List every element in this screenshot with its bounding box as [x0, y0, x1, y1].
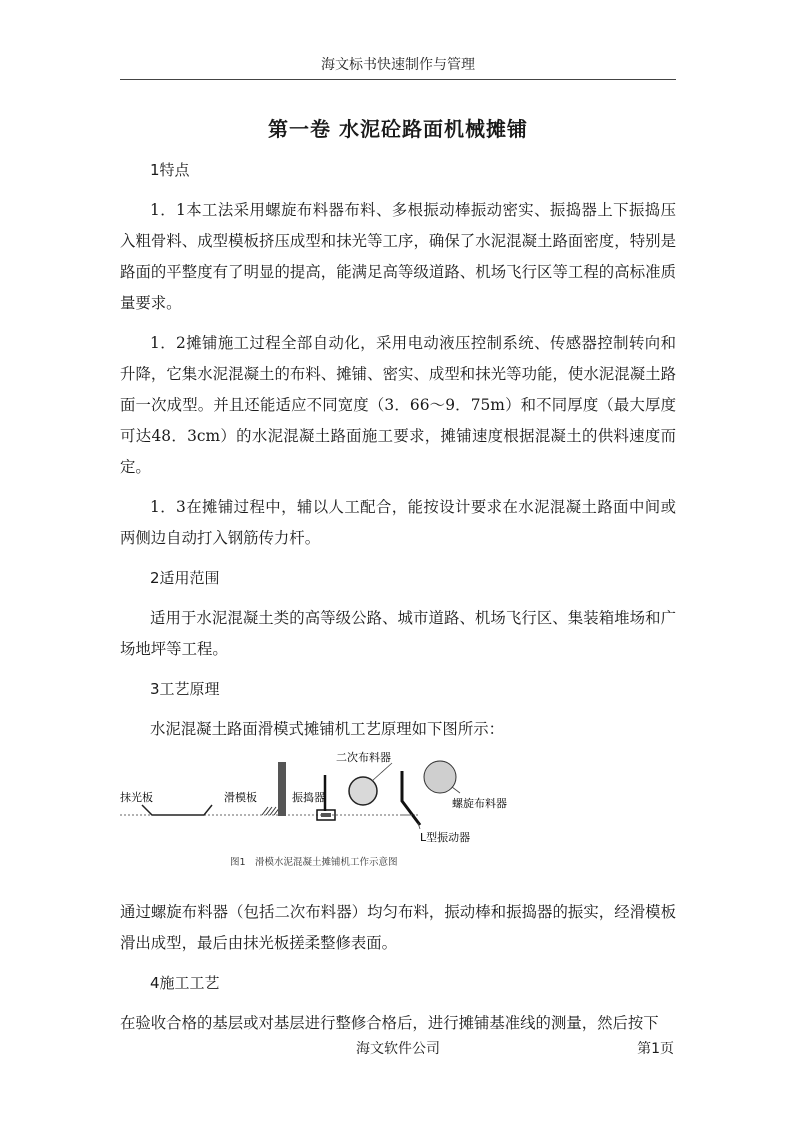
footer-company: 海文软件公司 — [356, 1041, 440, 1057]
slipform-hatch — [262, 807, 280, 815]
section-4-heading: 4施工工艺 — [150, 974, 220, 992]
section-1-paragraph-1: 1．1本工法采用螺旋布料器布料、多根振动棒振动密实、振捣器上下振捣压入粗骨料、成型模板挤压成型和抹光等工序，确保了水泥混凝土路面密度，特别是路面的平整度有了明显的提高，能满足高等级道路、机场飞行区等工程的高标准质量要求。 — [120, 201, 676, 312]
label-vibrator: 振捣器 — [292, 791, 325, 804]
section-3-paragraph-2: 通过螺旋布料器（包括二次布料器）均匀布料，振动棒和振捣器的振实，经滑模板滑出成型，最后由抹光板搓柔整修表面。 — [120, 903, 676, 952]
section-1-heading: 1特点 — [150, 161, 190, 179]
slipform-wall — [278, 762, 286, 816]
label-trowel: 抹光板 — [120, 791, 153, 804]
label-l-vibrator: L型振动器 — [420, 831, 471, 844]
section-3-paragraph-1: 水泥混凝土路面滑模式摊铺机工艺原理如下图所示： — [150, 720, 504, 738]
label-spiral-spreader: 螺旋布料器 — [452, 797, 507, 810]
label-secondary-spreader: 二次布料器 — [336, 751, 391, 764]
section-2-paragraph-1: 适用于水泥混凝土类的高等级公路、城市道路、机场飞行区、集装箱堆场和广场地坪等工程。 — [120, 609, 676, 658]
trowel-plate-shape — [142, 805, 212, 815]
secondary-spreader-circle — [349, 777, 377, 805]
page-header: 海文标书快速制作与管理 — [321, 57, 475, 73]
document-title: 第一卷 水泥砼路面机械摊铺 — [268, 117, 528, 141]
paver-diagram — [120, 747, 676, 887]
footer-page-number: 第1页 — [637, 1041, 674, 1057]
section-1-paragraph-3: 1．3在摊铺过程中，辅以人工配合，能按设计要求在水泥混凝土路面中间或两侧边自动打入钢筋传力杆。 — [120, 498, 676, 547]
paver-diagram-svg — [120, 747, 676, 887]
section-4-paragraph-1: 在验收合格的基层或对基层进行整修合格后，进行摊铺基准线的测量，然后按下 — [120, 1014, 659, 1032]
section-1-paragraph-2: 1．2摊铺施工过程全部自动化，采用电动液压控制系统、传感器控制转向和升降，它集水泥混凝土的布料、摊铺、密实、成型和抹光等功能，使水泥混凝土路面一次成型。并且还能适应不同宽度（3．66～9．75m）和不同厚度（最大厚度可达48．3cm）的水泥混凝土路面施工要求，摊铺速度根据混凝土的供料速度而定。 — [120, 334, 676, 476]
label-slipform: 滑模板 — [224, 791, 257, 804]
figure-caption: 图1 滑模水泥混凝土摊铺机工作示意图 — [230, 857, 398, 868]
section-3-heading: 3工艺原理 — [150, 680, 220, 698]
spiral-spreader-circle — [424, 761, 456, 793]
section-2-heading: 2适用范围 — [150, 569, 220, 587]
document-body — [120, 155, 676, 1039]
l-vibrator-shape — [402, 771, 420, 825]
header-rule — [120, 79, 676, 80]
